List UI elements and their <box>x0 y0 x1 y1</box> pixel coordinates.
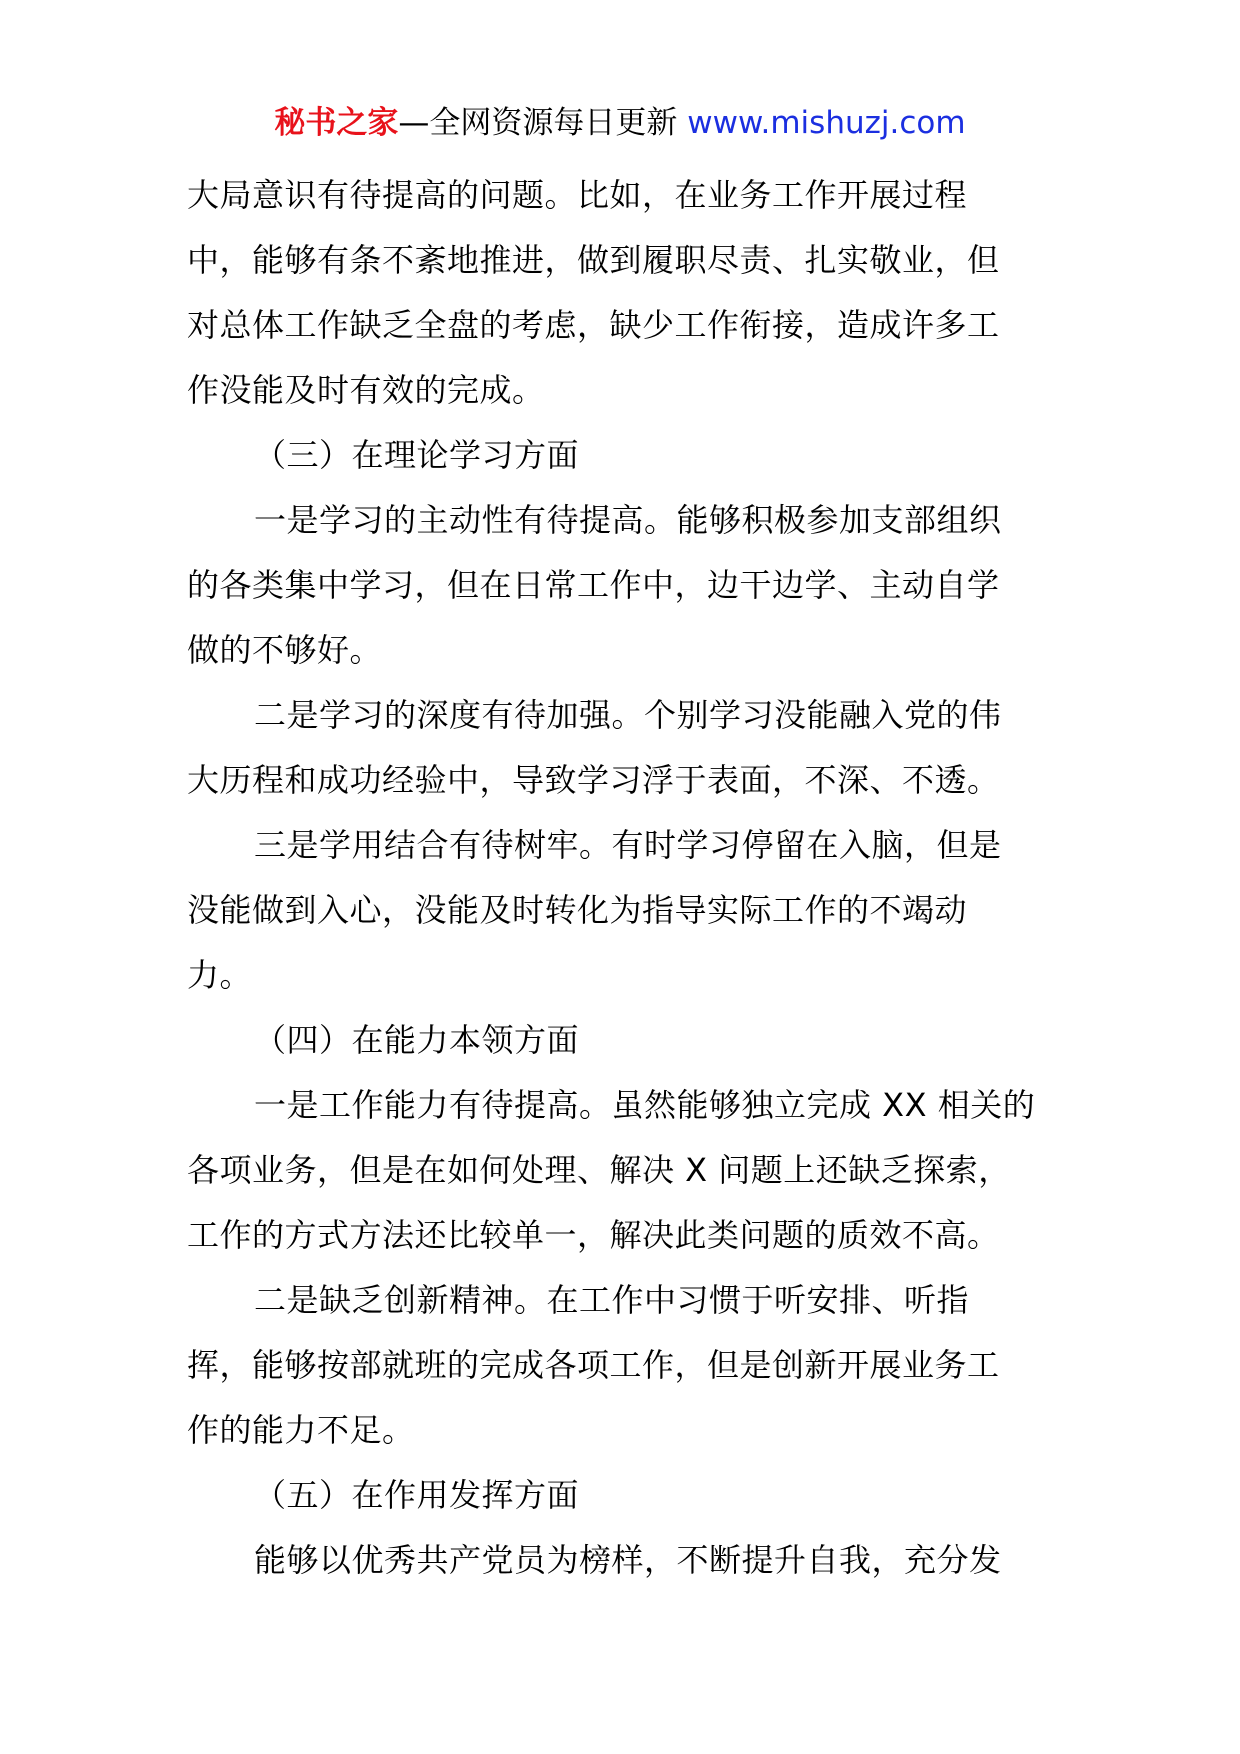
text-line: 作没能及时有效的完成。 <box>187 371 545 409</box>
text-line: 的各类集中学习，但在日常工作中，边干边学、主动自学 <box>187 566 1000 604</box>
text-line: 没能做到入心，没能及时转化为指导实际工作的不竭动 <box>187 891 968 929</box>
text-line: 一是学习的主动性有待提高。能够积极参加支部组织 <box>254 501 1002 539</box>
text-line: 做的不够好。 <box>187 631 383 669</box>
text-line: 挥，能够按部就班的完成各项工作，但是创新开展业务工 <box>187 1346 1000 1384</box>
text-line: 力。 <box>187 956 253 994</box>
site-brand: 秘书之家 <box>274 105 399 141</box>
section-heading: （五）在作用发挥方面 <box>254 1476 580 1514</box>
text-line: 对总体工作缺乏全盘的考虑，缺少工作衔接，造成许多工 <box>187 306 1000 344</box>
section-heading: （三）在理论学习方面 <box>254 436 580 474</box>
site-url: www.mishuzj.com <box>687 105 966 141</box>
site-tagline: —全网资源每日更新 <box>398 105 688 141</box>
text-line: 作的能力不足。 <box>187 1411 415 1449</box>
text-line: 大历程和成功经验中，导致学习浮于表面，不深、不透。 <box>187 761 1000 799</box>
document-body <box>187 163 1057 1593</box>
text-line: 一是工作能力有待提高。虽然能够独立完成 XX 相关的 <box>254 1086 1036 1124</box>
text-line: 大局意识有待提高的问题。比如，在业务工作开展过程 <box>187 176 968 214</box>
text-line: 二是缺乏创新精神。在工作中习惯于听安排、听指 <box>254 1281 970 1319</box>
text-line: 工作的方式方法还比较单一，解决此类问题的质效不高。 <box>187 1216 1000 1254</box>
text-line: 中，能够有条不紊地推进，做到履职尽责、扎实敬业，但 <box>187 241 1000 279</box>
text-line: 能够以优秀共产党员为榜样，不断提升自我，充分发 <box>254 1541 1002 1579</box>
page-header <box>0 98 1240 148</box>
text-line: 二是学习的深度有待加强。个别学习没能融入党的伟 <box>254 696 1002 734</box>
section-heading: （四）在能力本领方面 <box>254 1021 580 1059</box>
text-line: 各项业务，但是在如何处理、解决 X 问题上还缺乏探索， <box>187 1151 1011 1189</box>
text-line: 三是学用结合有待树牢。有时学习停留在入脑，但是 <box>254 826 1002 864</box>
